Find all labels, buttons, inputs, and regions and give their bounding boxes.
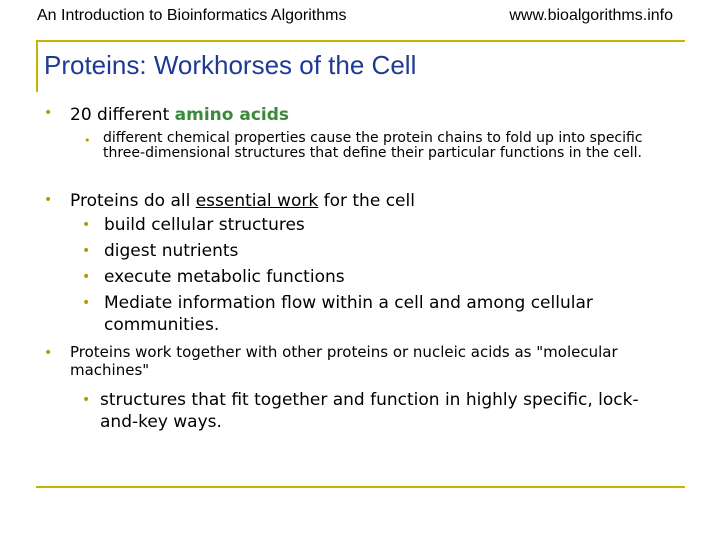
bullet-marker: • bbox=[44, 345, 53, 361]
slide-title: Proteins: Workhorses of the Cell bbox=[44, 50, 417, 80]
bullet-essential-work: Proteins do all essential work for the cell bbox=[70, 191, 415, 211]
sub-bullet-marker: • bbox=[84, 134, 91, 147]
essential-work-underlined: essential work bbox=[195, 191, 319, 211]
title-horizontal-rule bbox=[36, 40, 685, 42]
bullet-amino-acids: 20 different amino acids bbox=[70, 105, 290, 125]
sub-bullet-folding: different chemical properties cause the protein chains to fold up into specific three-dimensional structures that define their particular functions in the cell. bbox=[103, 130, 643, 161]
sub-bullet-structures: build cellular structures bbox=[104, 215, 305, 235]
amino-acids-highlight: amino acids bbox=[174, 105, 290, 125]
sub-bullet-lock-and-key: structures that fit together and function in highly specific, lock-and-key ways. bbox=[100, 390, 639, 432]
sub-bullet-marker: • bbox=[82, 392, 91, 408]
footer-rule bbox=[36, 486, 685, 488]
sub-bullet-marker: • bbox=[82, 269, 91, 285]
website-url: www.bioalgorithms.info bbox=[509, 7, 673, 24]
bullet-marker: • bbox=[44, 105, 53, 121]
bullet-marker: • bbox=[44, 192, 53, 208]
sub-bullet-digest: digest nutrients bbox=[104, 241, 239, 261]
bullet-molecular-machines: Proteins work together with other proteins or nucleic acids as "molecular machines" bbox=[70, 343, 618, 379]
sub-bullet-marker: • bbox=[82, 243, 91, 259]
course-title: An Introduction to Bioinformatics Algorithms bbox=[37, 7, 347, 24]
sub-bullet-marker: • bbox=[82, 295, 91, 311]
sub-bullet-marker: • bbox=[82, 217, 91, 233]
sub-bullet-metabolic: execute metabolic functions bbox=[104, 267, 345, 287]
sub-bullet-information-flow: Mediate information flow within a cell and among cellular communities. bbox=[104, 293, 593, 335]
title-vertical-rule bbox=[36, 40, 38, 92]
